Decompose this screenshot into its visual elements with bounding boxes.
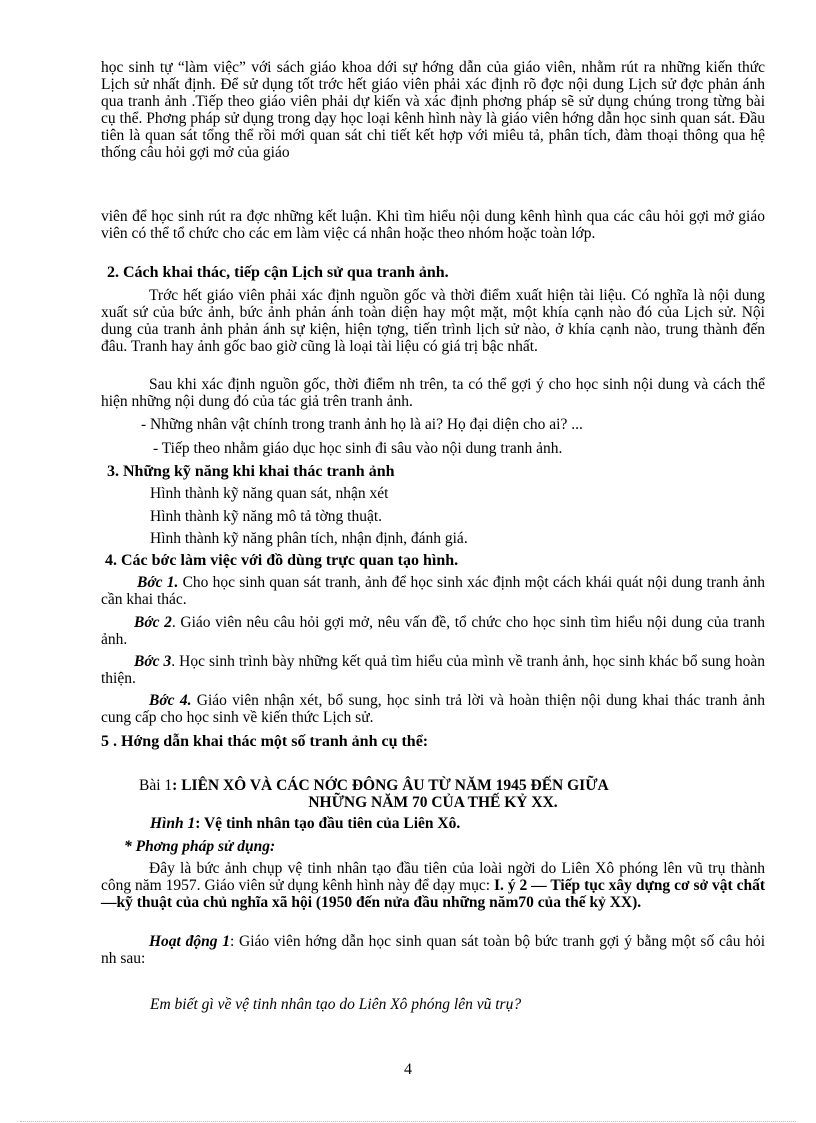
activity-text: : Giáo viên hớng dẫn học sinh quan sát toàn bộ bức tranh gợi ý bằng một số câu hỏi nh sau: [101, 933, 765, 967]
question-text: Em biết gì về vệ tinh nhân tạo do Liên Xô phóng lên vũ trụ? [150, 996, 522, 1013]
step-3 [101, 653, 765, 687]
step-3-text: . Học sinh trình bày những kết quả tìm hiểu của mình về tranh ảnh, học sinh khác bổ sung hoàn thiện. [101, 653, 765, 687]
section-3-heading: 3. Những kỹ năng khi khai thác tranh ảnh [107, 463, 395, 480]
step-1 [101, 574, 765, 608]
skill-item-1: Hình thành kỹ năng quan sát, nhận xét [150, 485, 389, 502]
paragraph-suggestion: Sau khi xác định nguồn gốc, thời điểm nh trên, ta có thể gợi ý cho học sinh nội dung và cách thể hiện những nội dung đó của tác giả trên tranh ảnh. [101, 376, 765, 410]
step-4 [101, 692, 765, 726]
dash-item-1: - Những nhân vật chính trong tranh ảnh họ là ai? Họ đại diện cho ai? ... [141, 416, 583, 433]
figure-caption [150, 815, 460, 832]
skill-item-3: Hình thành kỹ năng phân tích, nhận định, đánh giá. [150, 530, 468, 547]
dash-item-2: - Tiếp theo nhằm giáo dục học sinh đi sâu vào nội dung tranh ảnh. [153, 440, 563, 457]
section-4-heading: 4. Các bớc làm việc với đồ dùng trực quan tạo hình. [105, 552, 459, 569]
lesson-title-line-2: NHỮNG NĂM 70 CỦA THẾ KỶ XX. [308, 794, 558, 811]
paragraph-continuation: viên để học sinh rút ra đợc những kết luận. Khi tìm hiểu nội dung kênh hình qua các câu hỏi gợi mở giáo viên có thể tổ chức cho các em làm việc cá nhân hoặc theo nhóm hoặc toàn lớp. [101, 208, 765, 242]
satellite-section-ref: I. ý 2 — Tiếp tục xây dựng cơ sở vật chất —kỹ thuật của chủ nghĩa xã hội (1950 đến nửa đầu những năm70 của thế kỷ XX). [101, 877, 765, 911]
figure-label: Hình 1 [150, 815, 196, 832]
lesson-title-text-1: : LIÊN XÔ VÀ CÁC NỚC ĐÔNG ÂU TỪ NĂM 1945 ĐẾN GIỮA [172, 777, 609, 794]
figure-text: : Vệ tinh nhân tạo đầu tiên của Liên Xô. [195, 815, 461, 832]
step-2-text: . Giáo viên nêu câu hỏi gợi mở, nêu vấn đề, tổ chức cho học sinh tìm hiểu nội dung của tranh ảnh. [101, 614, 765, 648]
paragraph-origin: Trớc hết giáo viên phải xác định nguồn gốc và thời điểm xuất hiện tài liệu. Có nghĩa là nội dung xuất sứ của bức ảnh, bức ảnh phản ánh toàn diện hay một mặt, một khía cạnh nào đó của Lịch sử. Nội dung của tranh ảnh phản ánh sự kiện, hiện tợng, tiến trình lịch sử nào, ở khía cạnh nào, trung thành đến đâu. Tranh hay ảnh gốc bao giờ cũng là loại tài liệu có giá trị bậc nhất. [101, 287, 765, 355]
activity-label: Hoạt động 1 [149, 933, 230, 950]
step-1-label: Bớc 1. [137, 574, 179, 591]
section-2-heading: 2. Cách khai thác, tiếp cận Lịch sử qua tranh ảnh. [107, 264, 449, 281]
activity-1 [101, 933, 765, 967]
paragraph-intro: học sinh tự “làm việc” với sách giáo khoa dới sự hớng dẫn của giáo viên, nhằm rút ra những kiến thức Lịch sử nhất định. Để sử dụng tốt trớc hết giáo viên phải xác định rõ đợc nội dung Lịch sử đợc phản ánh qua tranh ảnh .Tiếp theo giáo viên phải dự kiến và xác định phơng pháp sẽ sử dụng chúng trong từng bài cụ thể. Phơng pháp sử dụng trong dạy học loại kênh hình này là giáo viên hớng dẫn học sinh quan sát. Đầu tiên là quan sát tổng thể rồi mới quan sát chi tiết kết hợp với miêu tả, phân tích, đàm thoại thông qua hệ thống câu hỏi gợi mở của giáo [101, 59, 765, 161]
lesson-title-line-1 [139, 777, 609, 794]
step-2 [101, 614, 765, 648]
step-3-label: Bớc 3 [134, 653, 172, 670]
step-2-label: Bớc 2 [134, 614, 172, 631]
page-border [20, 1121, 796, 1122]
paragraph-satellite [101, 860, 765, 911]
step-1-text: Cho học sinh quan sát tranh, ảnh để học sinh xác định một cách khái quát nội dung tranh ảnh cần khai thác. [101, 574, 765, 608]
page-number: 4 [404, 1061, 412, 1078]
satellite-text: Đây là bức ảnh chụp vệ tinh nhân tạo đầu tiên của loài ngời do Liên Xô phóng lên vũ trụ thành công năm 1957. Giáo viên sử dụng kênh hình này để dạy mục: [101, 860, 765, 894]
section-5-heading: 5 . Hớng dẫn khai thác một số tranh ảnh cụ thể: [101, 733, 429, 750]
skill-item-2: Hình thành kỹ năng mô tả tờng thuật. [150, 508, 383, 525]
method-heading: * Phơng pháp sử dụng: [124, 838, 276, 855]
step-4-text: Giáo viên nhận xét, bổ sung, học sinh trả lời và hoàn thiện nội dung khai thác tranh ảnh cung cấp cho học sinh về kiến thức Lịch sử. [101, 692, 766, 726]
step-4-label: Bớc 4. [149, 692, 192, 709]
lesson-prefix: Bài 1 [139, 777, 173, 794]
